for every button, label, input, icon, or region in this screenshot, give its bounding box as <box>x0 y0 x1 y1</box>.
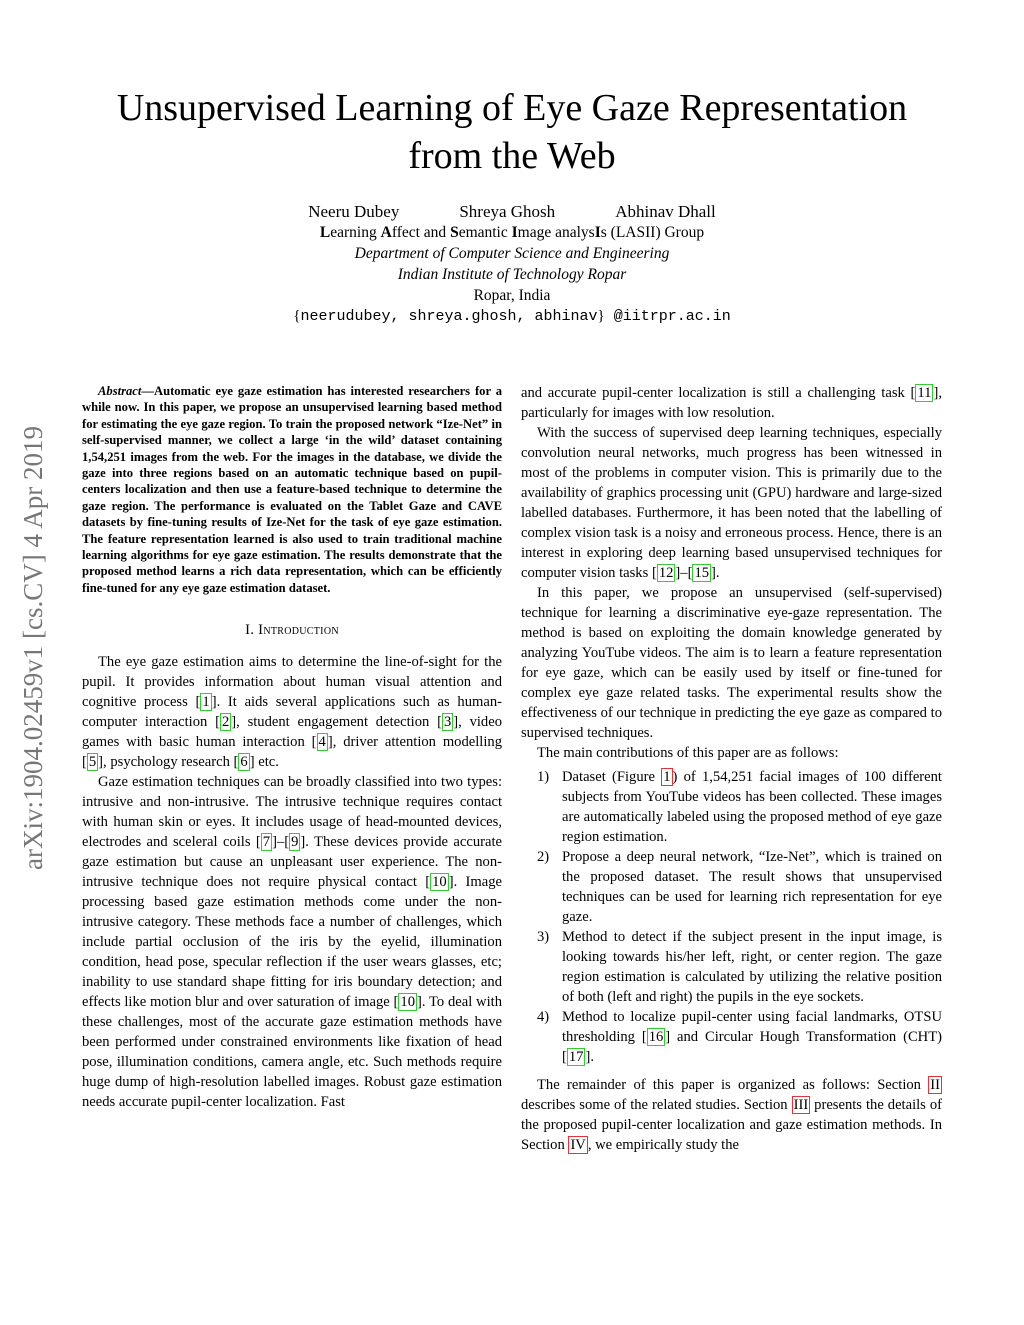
section-3-link[interactable]: III <box>793 1097 809 1113</box>
citation-3[interactable]: 3 <box>443 714 452 731</box>
citation-9[interactable]: 9 <box>291 834 299 851</box>
arxiv-side-label: arXiv:1904.02459v1 [cs.CV] 4 Apr 2019 <box>18 426 48 870</box>
figure-1-link[interactable]: 1 <box>663 769 671 785</box>
list-item: 1) Dataset (Figure 1 ) of 1,54,251 facial images of 100 different subjects from YouTube videos has been collected. These images are automatically labeled using the proposed method of eye gaze region estimation. <box>537 769 942 845</box>
citation-2[interactable]: 2 <box>221 714 230 731</box>
section-heading-introduction: I. Introduction <box>245 622 339 639</box>
right-paragraph-3: In this paper, we propose an unsupervised (self-supervised) technique for learning a discriminative eye-gaze representation. The method is based on exploiting the domain knowledge generated by analyzing YouTube videos. The aim is to learn a feature representation for eye gaze, which can be easily used by itself or fine-tuned for complex eye gaze related tasks. The experimental results show the effectiveness of our technique in predicting the eye gaze as compared to supervised techniques. <box>521 585 942 741</box>
list-item: 2) Propose a deep neural network, “Ize-Net”, which is trained on the proposed dataset. The result shows that unsupervised techniques can be used for learning rich representation for eye gaze. <box>537 849 942 925</box>
right-paragraph-1: and accurate pupil-center localization is still a challenging task [ 11 ], particularly for images with low resolution. <box>521 385 942 421</box>
author-2: Shreya Ghosh <box>459 202 556 221</box>
citation-5[interactable]: 5 <box>88 754 97 771</box>
emails[interactable]: {neerudubey, shreya.ghosh, abhinav} @iitrpr.ac.in <box>293 308 731 325</box>
citation-4[interactable]: 4 <box>318 734 326 751</box>
author-1: Neeru Dubey <box>308 202 400 221</box>
section-4-link[interactable]: IV <box>570 1137 586 1153</box>
department: Department of Computer Science and Engineering <box>354 245 670 262</box>
right-paragraph-2: With the success of supervised deep learning techniques, especially convolution neural networks, much progress has been witnessed in most of the problems in computer vision. This is primarily due to the availability of graphics processing unit (GPU) hardware and large-sized labelled databases. Furthermore, it has been noted that the labelling of complex vision task is a noisy and erroneous process. Hence, there is an interest in exploring deep learning based unsupervised techniques for computer vision tasks [ 12 ]–[ 15 ]. <box>521 425 942 581</box>
citation-7[interactable]: 7 <box>262 834 271 851</box>
organization-paragraph: The remainder of this paper is organized as follows: Section II describes some of the related studies. Section III presents the details of the proposed pupil-center localization and gaze estimation methods. In Section IV , we empirically study the <box>521 1077 942 1153</box>
abstract: Abstract—Automatic eye gaze estimation has interested researchers for a while now. In this paper, we propose an unsupervised learning based method for estimating the eye gaze region. To train the proposed network “Ize-Net” in self-supervised manner, we collect a large ‘in the wild’ dataset containing 1,54,251 images from the web. For the images in the database, we divide the gaze into three regions based on an automatic technique based on pupil-centers localization and then use a feature-based technique to determine the gaze region. The performance is evaluated on the Tablet Gaze and CAVE datasets by fine-tuning results of Ize-Net for the task of eye gaze estimation. The feature representation learned is also used to train traditional machine learning algorithms for eye gaze estimation. The results demonstrate that the proposed method learns a rich data representation, which can be efficiently fine-tuned for any eye gaze estimation dataset. <box>82 384 502 595</box>
citation-6[interactable]: 6 <box>240 754 248 771</box>
author-3: Abhinav Dhall <box>615 202 716 221</box>
citation-15[interactable]: 15 <box>694 565 710 581</box>
institute: Indian Institute of Technology Ropar <box>397 266 627 283</box>
paper-title <box>60 84 964 180</box>
citation-12[interactable]: 12 <box>658 565 674 581</box>
citation-16[interactable]: 16 <box>648 1029 664 1045</box>
intro-paragraph-2: Gaze estimation techniques can be broadly classified into two types: intrusive and non-intrusive. The intrusive technique requires contact with human skin or eyes. It includes usage of head-mounted devices, electrodes and sceleral coils [ 7 ]–[ 9 ]. These devices provide accurate gaze estimation but cause an unpleasant user experience. The non-intrusive technique does not require physical contact [ 10 ]. Image processing based gaze estimation methods come under the non-intrusive category. These methods face a number of challenges, which include partial occlusion of the iris by the eyelid, illumination condition, head pose, specular reflection if the user wears glasses, etc; inability to use standard shape fitting for iris boundary detection; and effects like motion blur and over saturation of image [ 10 ]. To deal with these challenges, most of the accurate gaze estimation methods have been performed under constrained environments like fixation of head pose, illumination conditions, camera angle, etc. Such methods require huge dump of high-resolution labelled images. Robust gaze estimation needs accurate pupil-center localization. Fast <box>82 774 502 1111</box>
intro-paragraph-1: The eye gaze estimation aims to determine the line-of-sight for the pupil. It provides information about human visual attention and cognitive process [ 1 ]. It aids several applications such as human-computer interaction [ 2 ], student engagement detection [ 3 ], video games with basic human interaction [ 4 ], driver attention modelling [ 5 ], psychology research [ 6 ] etc. <box>82 654 503 771</box>
citation-1[interactable]: 1 <box>202 694 210 711</box>
citation-11[interactable]: 11 <box>917 385 932 401</box>
title-line-1: Unsupervised Learning of Eye Gaze Representation <box>116 87 908 129</box>
location: Ropar, India <box>473 287 551 304</box>
citation-17[interactable]: 17 <box>568 1049 584 1065</box>
list-item: 3) Method to detect if the subject present in the input image, is looking towards his/her left, right, or center region. The gaze region estimation is calculated by utilizing the relative position of both (left and right) the pupils in the eye sockets. <box>537 929 942 1005</box>
list-item: 4) Method to localize pupil-center using facial landmarks, OTSU thresholding [ 16 ] and Circular Hough Transformation (CHT) [ 17 ]. <box>537 1009 942 1065</box>
citation-10[interactable]: 10 <box>432 874 447 891</box>
group-name: Learning Affect and Semantic Image analysIs (LASII) Group <box>319 224 705 241</box>
author-list <box>0 202 1024 222</box>
citation-10-repeat[interactable]: 10 <box>400 994 416 1011</box>
left-column <box>82 383 502 1112</box>
contributions-list <box>521 767 942 1067</box>
section-2-link[interactable]: II <box>930 1077 940 1093</box>
right-column <box>521 383 942 1155</box>
title-line-2: from the Web <box>408 135 616 177</box>
contributions-intro: The main contributions of this paper are as follows: <box>537 745 839 761</box>
